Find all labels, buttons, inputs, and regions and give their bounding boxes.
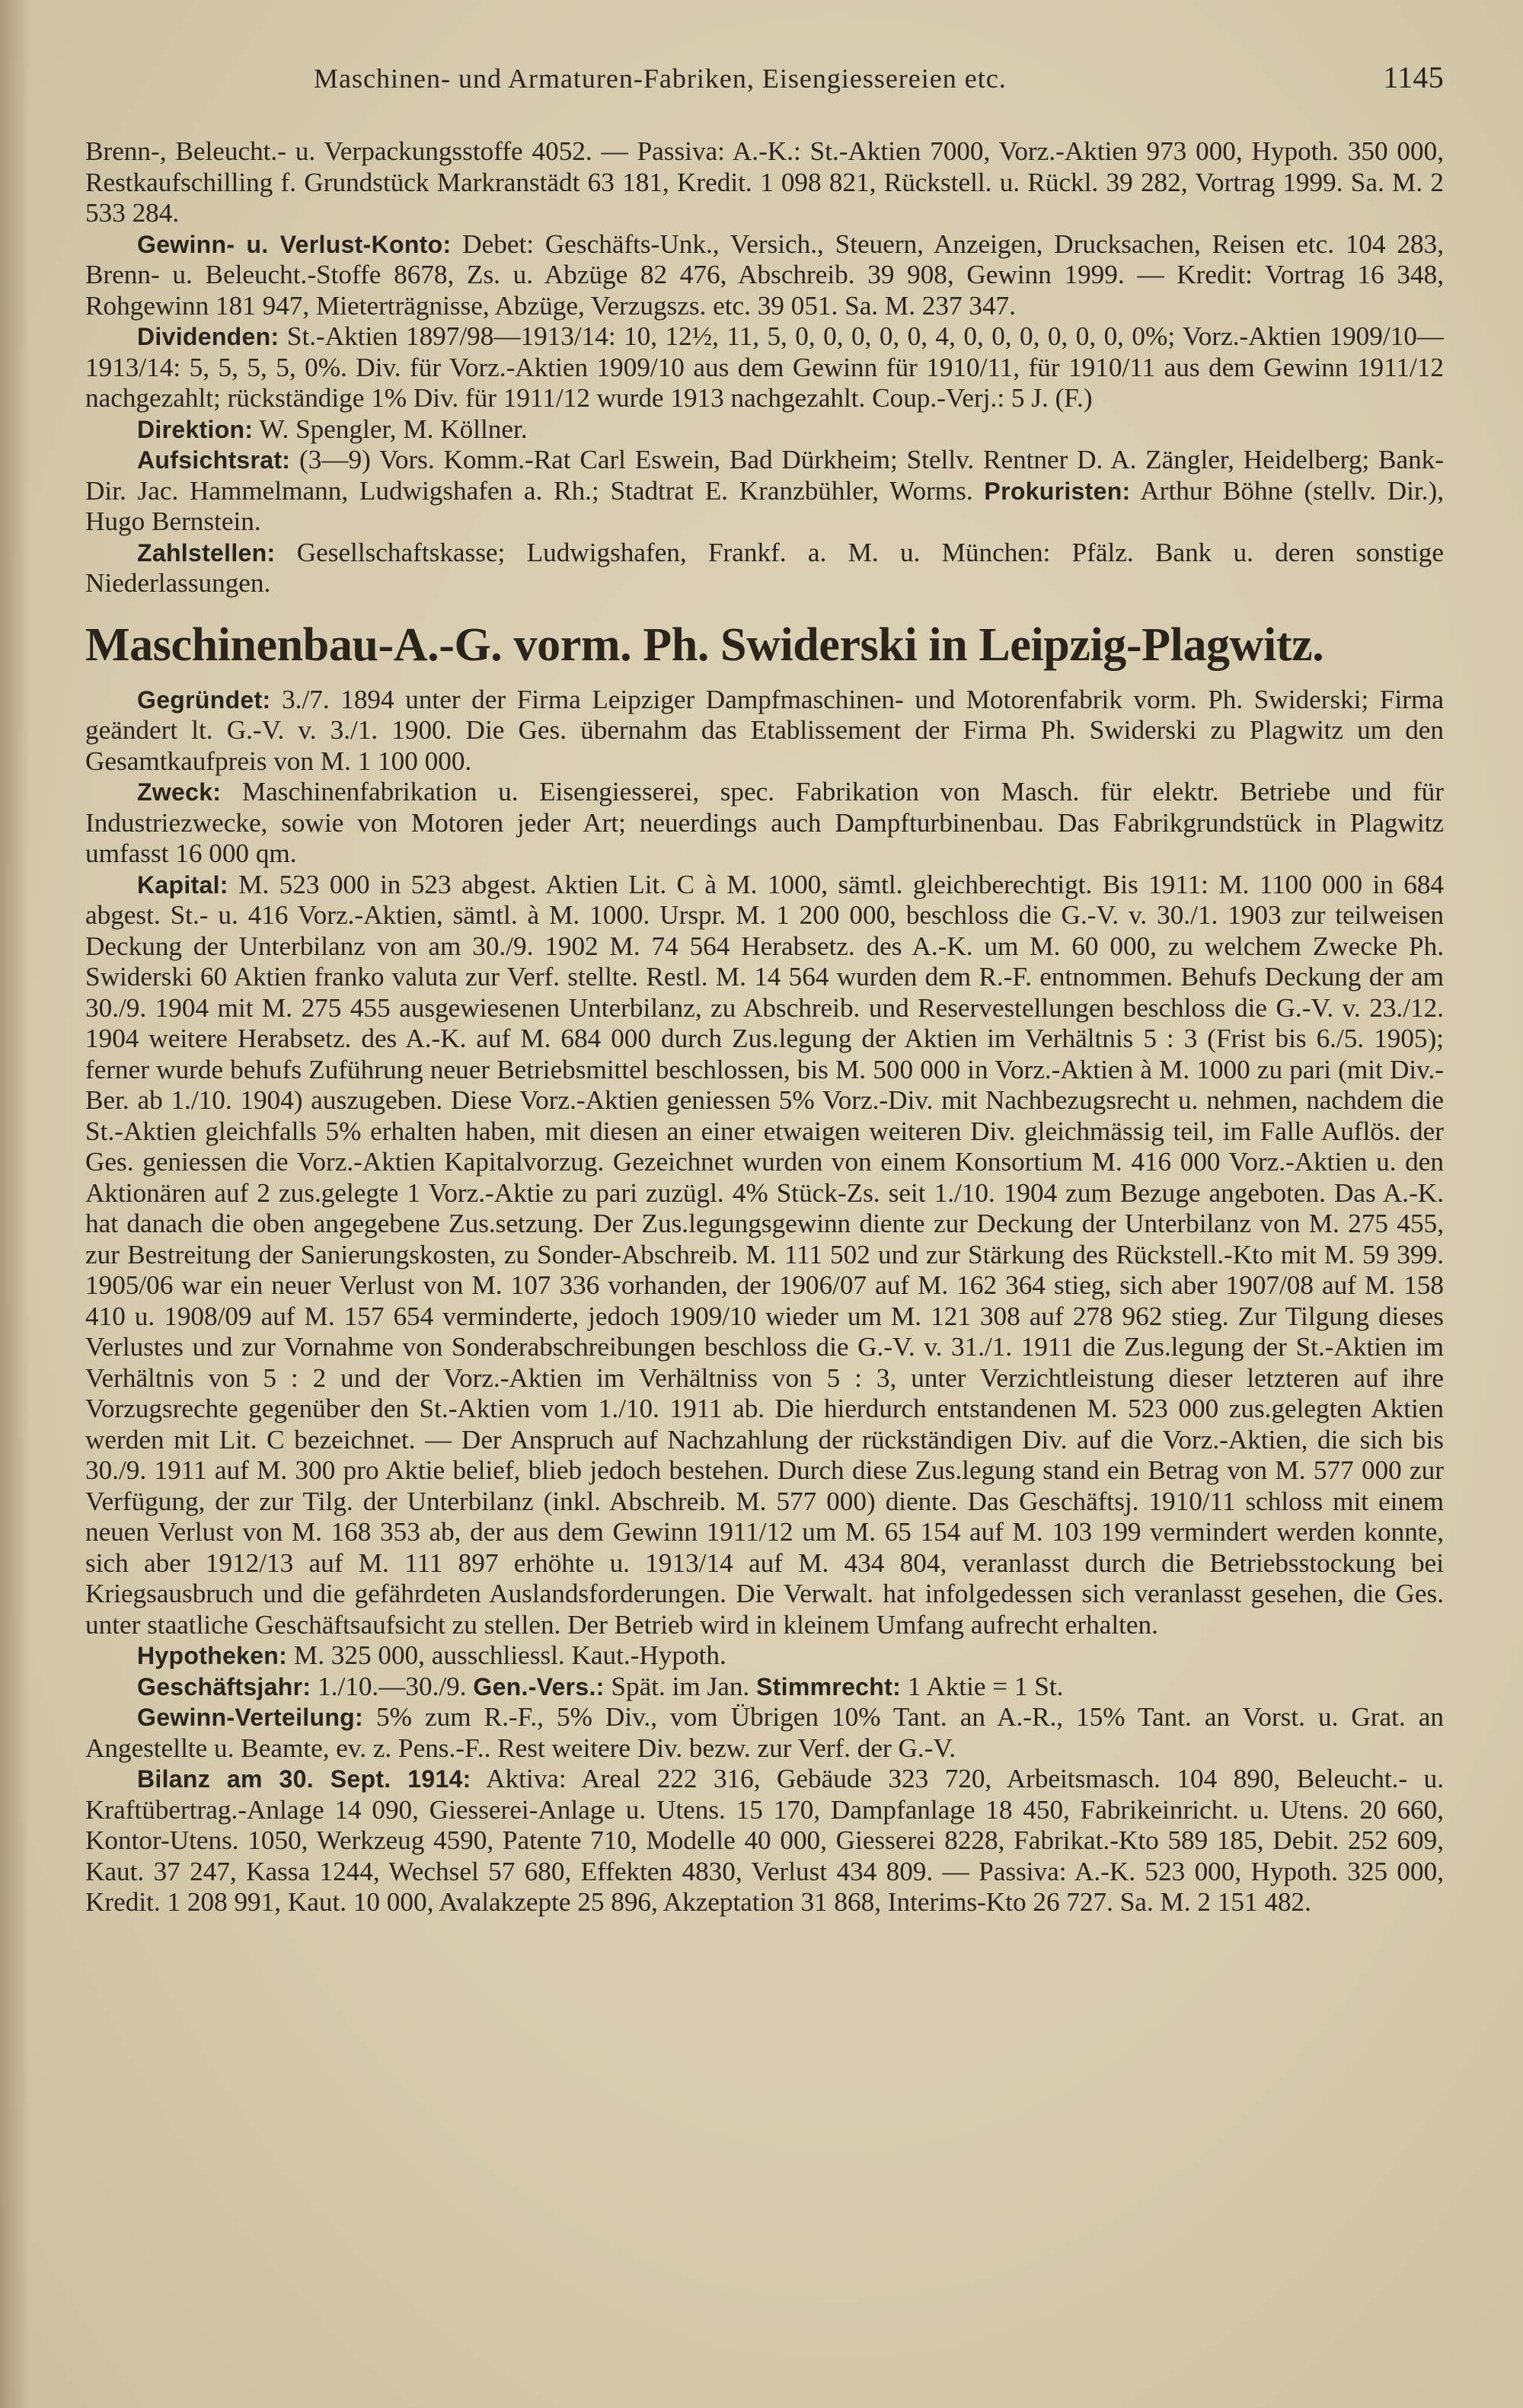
procurators-text: Arthur Böhne (stellv. Dir.), Hugo Bernstein.	[85, 475, 1445, 536]
page-number: 1145	[1383, 60, 1444, 94]
purpose-label: Zweck:	[137, 778, 222, 806]
voting-right-label: Stimmrecht:	[756, 1672, 902, 1701]
direction-text: W. Spengler, M. Köllner.	[259, 414, 528, 444]
mortgages-entry	[85, 1640, 1444, 1672]
dividends-entry	[85, 321, 1444, 414]
founded-entry	[85, 685, 1444, 778]
purpose-entry	[85, 777, 1444, 870]
mortgages-text: M. 325 000, ausschliessl. Kaut.-Hypoth.	[293, 1640, 726, 1670]
direction-entry	[85, 414, 1444, 446]
profit-loss-label: Gewinn- u. Verlust-Konto:	[137, 230, 452, 258]
direction-label: Direktion:	[137, 415, 254, 443]
general-meeting-text: Spät. im Jan.	[611, 1671, 750, 1701]
fiscal-year-entry	[85, 1672, 1444, 1703]
balance-sheet-label: Bilanz am 30. Sept. 1914:	[137, 1765, 471, 1793]
capital-entry	[85, 870, 1444, 1641]
capital-label: Kapital:	[137, 870, 228, 899]
purpose-text: Maschinenfabrikation u. Eisengiesserei, spec. Fabrikation von Masch. für elektr. Betriebe und für Industriezwecke, sowie von Motoren jeder Art; neuerdings auch Dampfturbinenbau. Das Fabrikgrundstück in Plagwitz umfasst 16 000 qm.	[85, 777, 1444, 868]
dividends-text: St.-Aktien 1897/98—1913/14: 10, 12½, 11, 5, 0, 0, 0, 0, 0, 4, 0, 0, 0, 0, 0, 0, 0%; Vorz.-Aktien 1909/10—1913/14: 5, 5, 5, 5, 0%. Div. für Vorz.-Aktien 1909/10 aus dem Gewinn für 1910/11, für 1910/11 aus dem Gewinn 1911/12 nachgezahlt; rückständige 1% Div. für 1911/12 wurde 1913 nachgezahlt. Coup.-Verj.: 5 J. (F.)	[85, 321, 1444, 413]
profit-distribution-label: Gewinn-Verteilung:	[137, 1704, 363, 1731]
founded-text: 3./7. 1894 unter der Firma Leipziger Dampfmaschinen- und Motorenfabrik vorm. Ph. Swiderski; Firma geändert lt. G.-V. v. 3./1. 1900. Die Ges. übernahm das Etablissement der Firma Ph. Swiderski zu Plagwitz um den Gesamtkaufpreis von M. 1 100 000.	[85, 684, 1444, 776]
supervisory-board-text: (3—9) Vors. Komm.-Rat Carl Eswein, Bad Dürkheim; Stellv. Rentner D. A. Zängler, Heidelberg; Bank-Dir. Jac. Hammelmann, Ludwigshafen a. Rh.; Stadtrat E. Kranzbühler, Worms.	[85, 445, 1444, 506]
general-meeting-label: Gen.-Vers.:	[473, 1672, 605, 1701]
profit-distribution-entry	[85, 1702, 1444, 1764]
voting-right-text: 1 Aktie = 1 St.	[907, 1671, 1064, 1701]
supervisory-board-entry	[85, 445, 1444, 538]
paying-agents-label: Zahlstellen:	[137, 538, 276, 567]
body-text	[85, 136, 1444, 1918]
profit-loss-text: Debet: Geschäfts-Unk., Versich., Steuern, Anzeigen, Drucksachen, Reisen etc. 104 283, Brenn- u. Beleucht.-Stoffe 8678, Zs. u. Abzüge 82 476, Abschreib. 39 908, Gewinn 1999. — Kredit: Vortrag 16 348, Rohgewinn 181 947, Mieterträgnisse, Abzüge, Verzugszs. etc. 39 051. Sa. M. 237 347.	[85, 228, 1444, 321]
balance-continuation: Brenn-, Beleucht.- u. Verpackungsstoffe 4052. — Passiva: A.-K.: St.-Aktien 7000, Vorz.-Aktien 973 000, Hypoth. 350 000, Restkaufschilling f. Grundstück Markranstädt 63 181, Kredit. 1 098 821, Rückstell. u. Rückl. 39 282, Vortrag 1999. Sa. M. 2 533 284.	[85, 136, 1444, 228]
balance-sheet-text: Aktiva: Areal 222 316, Gebäude 323 720, Arbeitsmasch. 104 890, Beleucht.- u. Kraftübertrag.-Anlage 14 090, Giesserei-Anlage u. Utens. 15 170, Dampfanlage 18 450, Fabrikeinricht. u. Utens. 20 660, Kontor-Utens. 1050, Werkzeug 4590, Patente 710, Modelle 40 000, Giesserei 8228, Fabrikat.-Kto 589 185, Debit. 252 609, Kaut. 37 247, Kassa 1244, Wechsel 57 680, Effekten 4830, Verlust 434 809. — Passiva: A.-K. 523 000, Hypoth. 325 000, Kredit. 1 208 991, Kaut. 10 000, Avalakzepte 25 896, Akzeptation 31 868, Interims-Kto 26 727. Sa. M. 2 151 482.	[85, 1764, 1445, 1917]
balance-sheet-entry	[85, 1764, 1444, 1918]
procurators-label: Prokuristen:	[984, 477, 1131, 505]
paying-agents-entry	[85, 538, 1444, 599]
dividends-label: Dividenden:	[137, 323, 279, 350]
profit-distribution-text: 5% zum R.-F., 5% Div., vom Übrigen 10% Tant. an A.-R., 15% Tant. an Vorst. u. Grat. an Angestellte u. Beamte, ev. z. Pens.-F.. Rest weitere Div. bezw. zur Verf. der G.-V.	[85, 1702, 1445, 1763]
running-head	[85, 59, 1444, 95]
company-title: Maschinenbau-A.-G. vorm. Ph. Swiderski in Leipzig-Plagwitz.	[85, 618, 1324, 671]
founded-label: Gegründet:	[137, 685, 271, 714]
profit-loss-entry	[85, 229, 1444, 322]
supervisory-board-label: Aufsichtsrat:	[137, 446, 291, 474]
fiscal-year-text: 1./10.—30./9.	[318, 1671, 467, 1701]
fiscal-year-label: Geschäftsjahr:	[137, 1672, 311, 1701]
paying-agents-text: Gesellschaftskasse; Ludwigshafen, Frankf. a. M. u. München: Pfälz. Bank u. deren sonstige Niederlassungen.	[85, 537, 1445, 598]
mortgages-label: Hypotheken:	[137, 1642, 288, 1669]
capital-text: M. 523 000 in 523 abgest. Aktien Lit. C à M. 1000, sämtl. gleichberechtigt. Bis 1911: M. 1100 000 in 684 abgest. St.- u. 416 Vorz.-Aktien, sämtl. à M. 1000. Urspr. M. 1 200 000, beschloss die G.-V. v. 30./1. 1903 zur teilweisen Deckung der Unterbilanz von am 30./9. 1902 M. 74 564 Herabsetz. des A.-K. um M. 60 000, zu welchem Zwecke Ph. Swiderski 60 Aktien franko valuta zur Verf. stellte. Restl. M. 14 564 wurden dem R.-F. entnommen. Behufs Deckung der am 30./9. 1904 mit M. 275 455 ausgewiesenen Unterbilanz, zu Abschreib. und Reservestellungen beschloss die G.-V. v. 23./12. 1904 weitere Herabsetz. des A.-K. auf M. 684 000 durch Zus.legung der Aktien im Verhältnis 5 : 3 (Frist bis 6./5. 1905); ferner wurde behufs Zuführung neuer Betriebsmittel beschlossen, bis M. 500 000 in Vorz.-Aktien à M. 1000 zu pari (mit Div.-Ber. ab 1./10. 1904) auszugeben. Diese Vorz.-Aktien geniessen 5% Vorz.-Div. mit Nachbezugsrecht u. nehmen, nachdem die St.-Aktien gleichfalls 5% erhalten haben, mit diesen an einer etwaigen weiteren Div. gleichmässig teil, im Falle Auflös. der Ges. geniessen die Vorz.-Aktien Kapitalvorzug. Gezeichnet wurden von einem Konsortium M. 416 000 Vorz.-Aktien u. den Aktionären auf 2 zus.gelegte 1 Vorz.-Aktie zu pari zuzügl. 4% Stück-Zs. seit 1./10. 1904 zum Bezuge angeboten. Das A.-K. hat danach die oben angegebene Zus.setzung. Der Zus.legungsgewinn diente zur Deckung der Unterbilanz von M. 275 455, zur Bestreitung der Sanierungskosten, zu Sonder-Abschreib. M. 111 502 und zur Stärkung des Rückstell.-Kto mit M. 59 399. 1905/06 war ein neuer Verlust von M. 107 336 vorhanden, der 1906/07 auf M. 162 364 stieg, sich aber 1907/08 auf M. 158 410 u. 1908/09 auf M. 157 654 verminderte, jedoch 1909/10 wieder um M. 121 308 auf 278 962 stieg. Zur Tilgung dieses Verlustes und zur Vornahme von Sonderabschreibungen beschloss die G.-V. v. 31./1. 1911 die Zus.legung der St.-Aktien im Verhältnis von 5 : 2 und der Vorz.-Aktien im Verhältniss von 5 : 3, unter Verzichtleistung dieser letzteren auf ihre Vorzugsrechte gegenüber den St.-Aktien vom 1./10. 1911 ab. Die hierdurch entstandenen M. 523 000 zus.gelegten Aktien werden mit Lit. C bezeichnet. — Der Anspruch auf Nachzahlung der rückständigen Div. auf die Vorz.-Aktien, die sich bis 30./9. 1911 auf M. 300 pro Aktie belief, blieb jedoch bestehen. Durch diese Zus.legung stand ein Betrag von M. 577 000 zur Verfügung, der zur Tilg. der Unterbilanz (inkl. Abschreib. M. 577 000) diente. Das Geschäftsj. 1910/11 schloss mit einem neuen Verlust von M. 168 353 ab, der aus dem Gewinn 1911/12 um M. 65 154 auf M. 103 199 vermindert werden konnte, sich aber 1912/13 auf M. 111 897 erhöhte u. 1913/14 auf M. 434 804, veranlasst durch die Betriebsstockung bei Kriegsausbruch und die gefährdeten Auslandsforderungen. Die Verwalt. hat infolgedessen sich veranlasst gesehen, die Ges. unter staatliche Geschäftsaufsicht zu stellen. Der Betrieb wird in kleinem Umfang aufrecht erhalten.	[85, 869, 1445, 1640]
running-head-title: Maschinen- und Armaturen-Fabriken, Eisengiessereien etc.	[314, 63, 1007, 94]
